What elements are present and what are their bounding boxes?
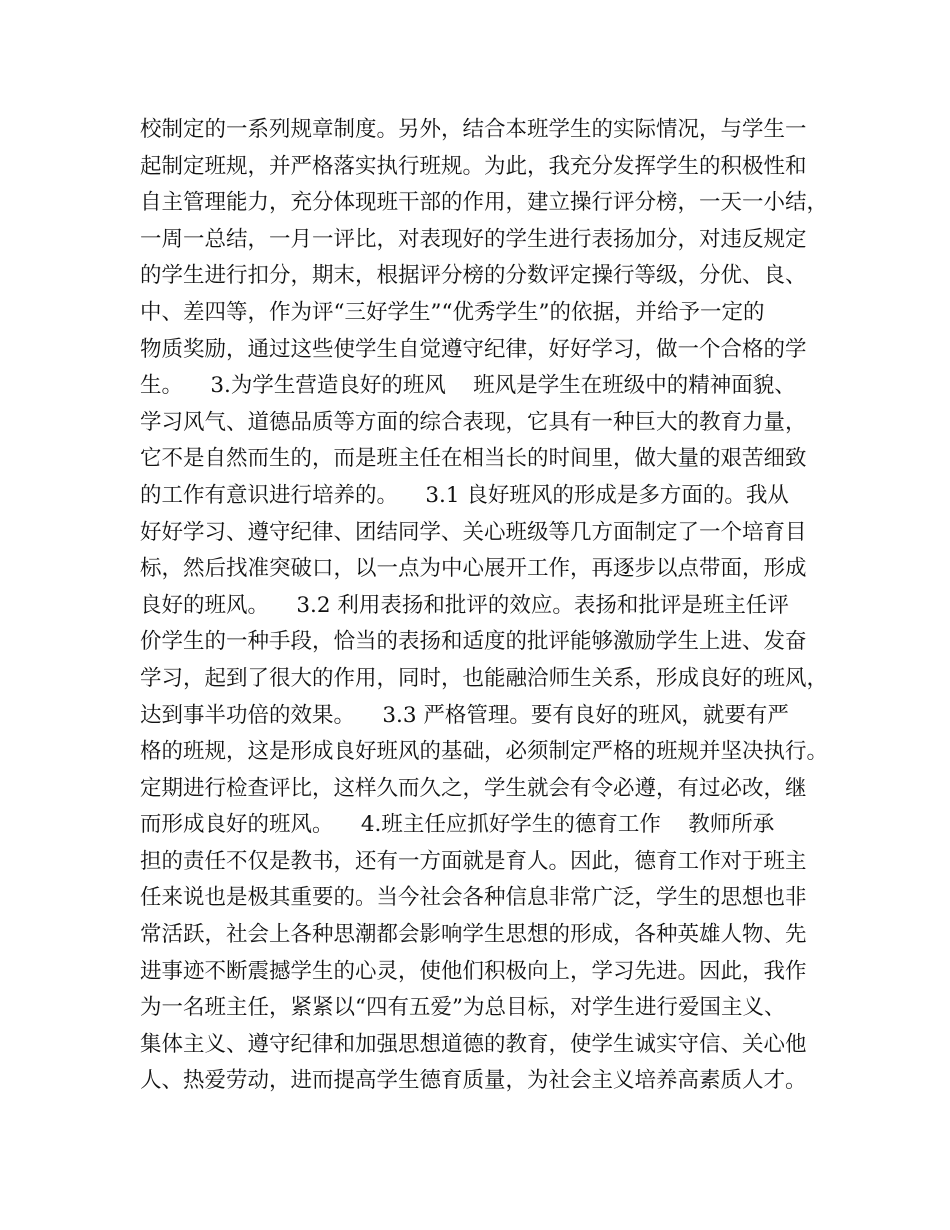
text-line: 达到事半功倍的效果。 3.3 严格管理。要有良好的班风，就要有严 bbox=[140, 702, 789, 728]
text-line: 自主管理能力，充分体现班干部的作用，建立操行评分榜，一天一小结， bbox=[140, 190, 829, 216]
text-line: 标，然后找准突破口，以一点为中心展开工作，再逐步以点带面，形成 bbox=[140, 556, 807, 582]
text-line: 格的班规，这是形成良好班风的基础，必须制定严格的班规并坚决执行。 bbox=[140, 739, 829, 765]
text-line: 良好的班风。 3.2 利用表扬和批评的效应。表扬和批评是班主任评 bbox=[140, 592, 789, 618]
text-line: 进事迹不断震撼学生的心灵，使他们积极向上，学习先进。因此，我作 bbox=[140, 958, 807, 984]
text-line: 校制定的一系列规章制度。另外，结合本班学生的实际情况，与学生一 bbox=[140, 117, 807, 142]
text-line: 好好学习、遵守纪律、团结同学、关心班级等几方面制定了一个培育目 bbox=[140, 519, 807, 545]
text-line: 生。 3.为学生营造良好的班风 班风是学生在班级中的精神面貌、 bbox=[140, 373, 796, 399]
text-line: 中、差四等，作为评“三好学生”“优秀学生”的依据，并给予一定的 bbox=[140, 299, 765, 325]
text-line: 集体主义、遵守纪律和加强思想道德的教育，使学生诚实守信、关心他 bbox=[140, 1031, 807, 1057]
text-line: 而形成良好的班风。 4.班主任应抓好学生的德育工作 教师所承 bbox=[140, 812, 775, 838]
text-line: 学习风气、道德品质等方面的综合表现，它具有一种巨大的教育力量， bbox=[140, 409, 807, 435]
text-line: 的工作有意识进行培养的。 3.1 良好班风的形成是多方面的。我从 bbox=[140, 482, 789, 508]
text-line: 物质奖励，通过这些使学生自觉遵守纪律，好好学习，做一个合格的学 bbox=[140, 336, 807, 362]
text-line: 人、热爱劳动，进而提高学生德育质量，为社会主义培养高素质人才。 bbox=[140, 1068, 807, 1094]
text-line: 一周一总结，一月一评比，对表现好的学生进行表扬加分，对违反规定 bbox=[140, 226, 807, 252]
body-paragraph bbox=[140, 112, 830, 1100]
text-line: 为一名班主任，紧紧以“四有五爱”为总目标，对学生进行爱国主义、 bbox=[140, 995, 786, 1021]
text-line: 学习，起到了很大的作用，同时，也能融洽师生关系，形成良好的班风， bbox=[140, 665, 829, 691]
text-line: 定期进行检查评比，这样久而久之，学生就会有令必遵，有过必改，继 bbox=[140, 775, 807, 801]
text-line: 任来说也是极其重要的。当今社会各种信息非常广泛，学生的思想也非 bbox=[140, 885, 807, 911]
text-line: 担的责任不仅是教书，还有一方面就是育人。因此，德育工作对于班主 bbox=[140, 848, 807, 874]
text-line: 它不是自然而生的，而是班主任在相当长的时间里，做大量的艰苦细致 bbox=[140, 446, 807, 472]
text-line: 的学生进行扣分，期末，根据评分榜的分数评定操行等级，分优、良、 bbox=[140, 263, 807, 289]
text-line: 常活跃，社会上各种思潮都会影响学生思想的形成，各种英雄人物、先 bbox=[140, 922, 807, 948]
text-line: 价学生的一种手段，恰当的表扬和适度的批评能够激励学生上进、发奋 bbox=[140, 629, 807, 655]
text-line: 起制定班规，并严格落实执行班规。为此，我充分发挥学生的积极性和 bbox=[140, 153, 807, 179]
